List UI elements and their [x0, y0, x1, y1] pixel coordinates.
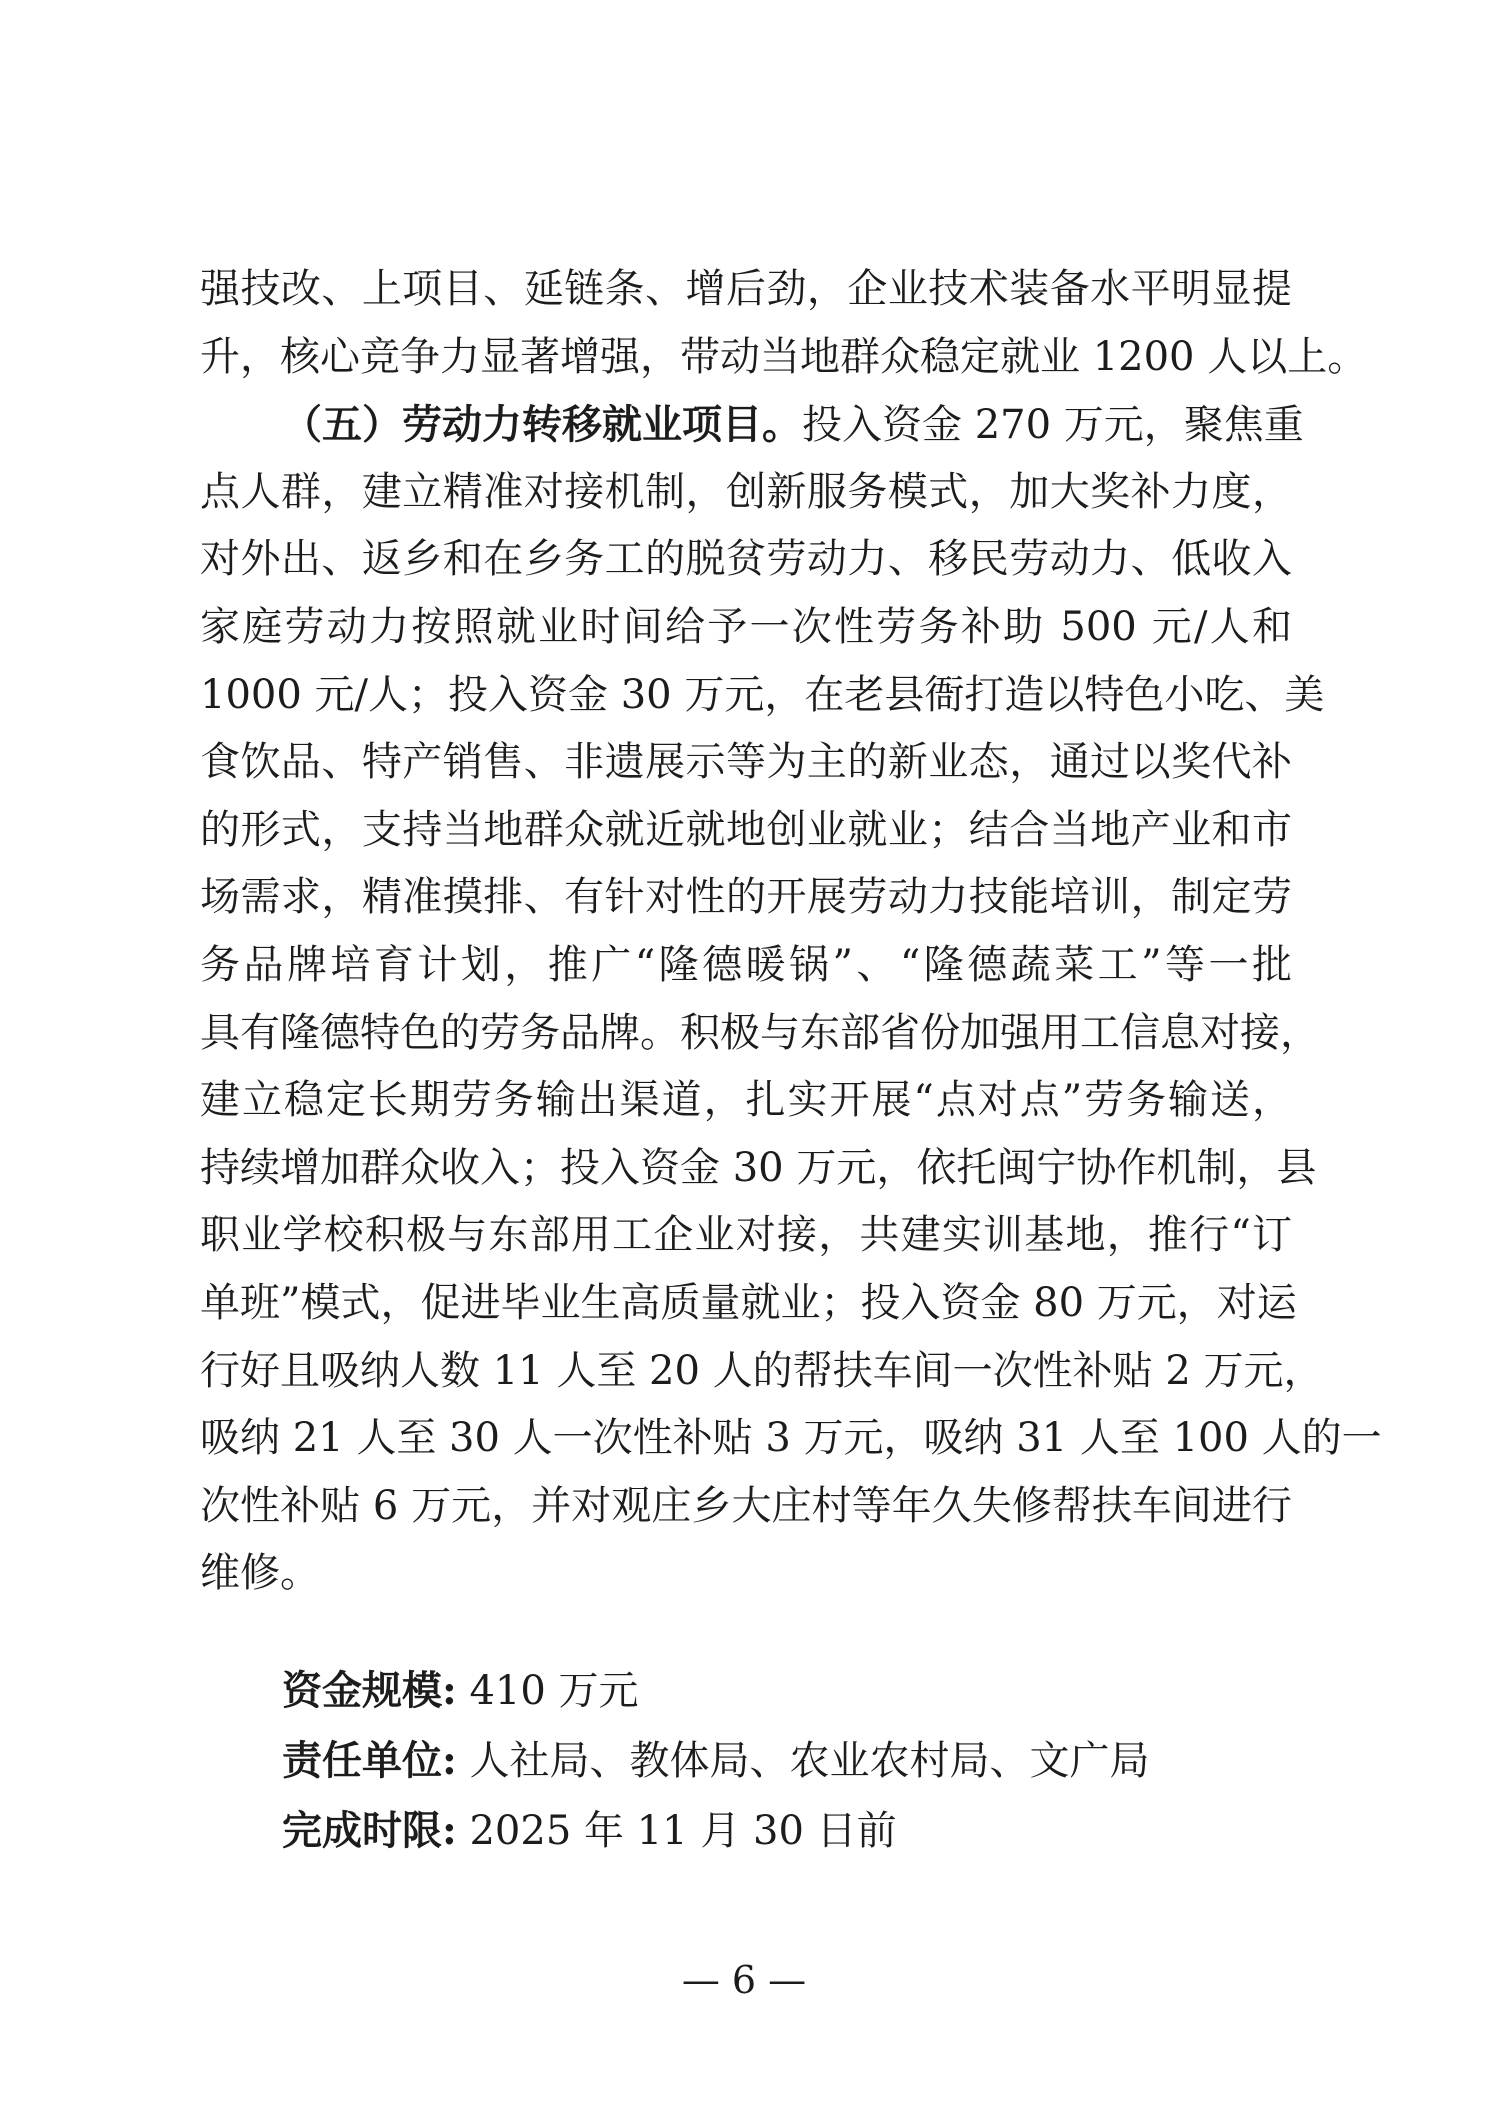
- deadline-value: 2025 年 11 月 30 日前: [456, 1808, 897, 1854]
- paragraph-line: 家庭劳动力按照就业时间给予一次性劳务补助 500 元/人和: [200, 603, 1292, 650]
- paragraph-line: 维修。: [200, 1550, 320, 1597]
- document-body: [200, 256, 1382, 1608]
- paragraph-line: 单班”模式，促进毕业生高质量就业；投入资金 80 万元，对运: [200, 1279, 1297, 1326]
- page-number: — 6 —: [681, 1958, 807, 2002]
- paragraph-line: 食饮品、特产销售、非遗展示等为主的新业态，通过以奖代补: [200, 739, 1292, 786]
- paragraph-line: 持续增加群众收入；投入资金 30 万元，依托闽宁协作机制，县: [200, 1144, 1317, 1191]
- responsible-units: [282, 1726, 1282, 1796]
- paragraph-line: 对外出、返乡和在乡务工的脱贫劳动力、移民劳动力、低收入: [200, 536, 1292, 583]
- paragraph-line: 建立稳定长期劳务输出渠道，扎实开展“点对点”劳务输送，: [200, 1077, 1292, 1124]
- funding-value: 410 万元: [456, 1668, 639, 1714]
- funding-label: 资金规模:: [282, 1667, 457, 1714]
- responsible-label: 责任单位:: [282, 1737, 457, 1784]
- paragraph-line: 升，核心竞争力显著增强，带动当地群众稳定就业 1200 人以上。: [200, 333, 1368, 380]
- section-heading: （五）劳动力转移就业项目。: [282, 401, 802, 449]
- paragraph-line: 行好且吸纳人数 11 人至 20 人的帮扶车间一次性补贴 2 万元，: [200, 1347, 1324, 1394]
- section-heading-line: [200, 391, 1304, 459]
- paragraph-line: 强技改、上项目、延链条、增后劲，企业技术装备水平明显提: [200, 266, 1292, 312]
- paragraph-line: 的形式，支持当地群众就近就地创业就业；结合当地产业和市: [200, 806, 1292, 853]
- paragraph-line: 吸纳 21 人至 30 人一次性补贴 3 万元，吸纳 31 人至 100 人的一: [200, 1415, 1382, 1462]
- funding-scale: [282, 1656, 1282, 1726]
- completion-deadline: [282, 1796, 1282, 1866]
- section-heading-text: 投入资金 270 万元，聚焦重: [802, 402, 1304, 449]
- paragraph-line: 务品牌培育计划，推广“隆德暖锅”、“隆德蔬菜工”等一批: [200, 941, 1292, 988]
- paragraph-line: 次性补贴 6 万元，并对观庄乡大庄村等年久失修帮扶车间进行: [200, 1482, 1292, 1529]
- paragraph-line: 具有隆德特色的劳务品牌。积极与东部省份加强用工信息对接，: [200, 1009, 1320, 1056]
- paragraph-line: 1000 元/人；投入资金 30 万元，在老县衙打造以特色小吃、美: [200, 671, 1325, 718]
- deadline-label: 完成时限:: [282, 1807, 457, 1854]
- paragraph-line: 场需求，精准摸排、有针对性的开展劳动力技能培训，制定劳: [200, 874, 1292, 921]
- paragraph-line: 点人群，建立精准对接机制，创新服务模式，加大奖补力度，: [200, 468, 1292, 515]
- paragraph-line: 职业学校积极与东部用工企业对接，共建实训基地，推行“订: [200, 1212, 1292, 1259]
- responsible-value: 人社局、教体局、农业农村局、文广局: [456, 1738, 1150, 1784]
